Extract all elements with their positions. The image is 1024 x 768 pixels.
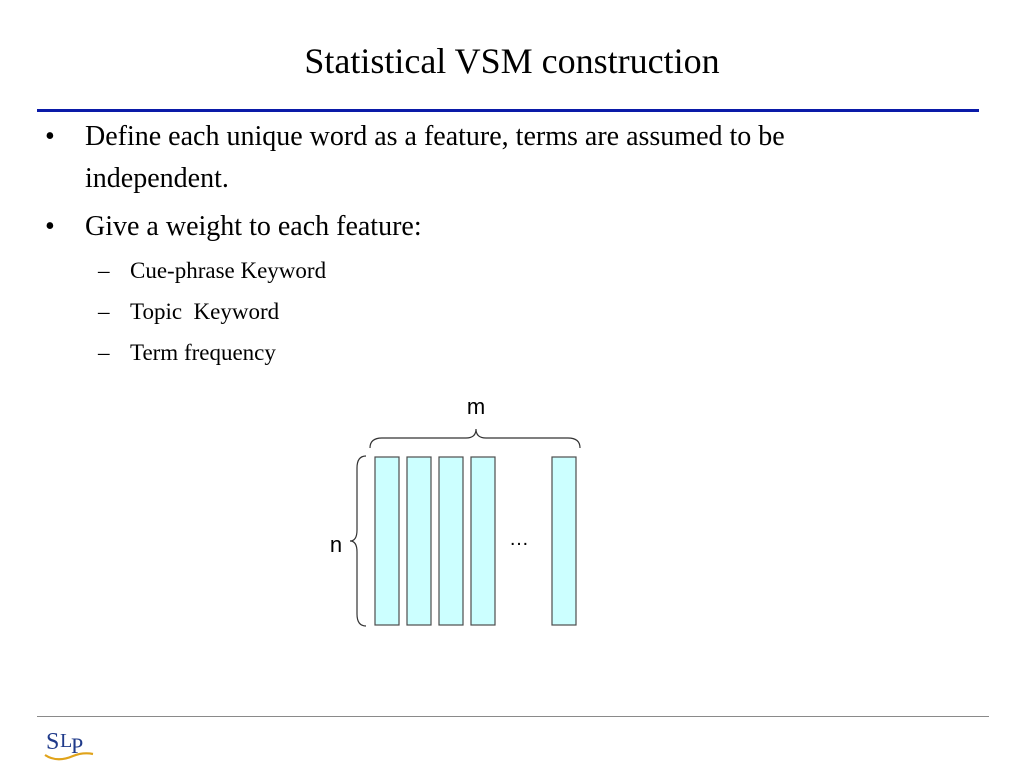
bullet-marker: • — [45, 121, 55, 152]
matrix-column — [375, 457, 399, 625]
matrix-column — [439, 457, 463, 625]
slide-title: Statistical VSM construction — [304, 41, 720, 81]
bullet-marker: • — [45, 211, 55, 242]
matrix-columns — [375, 457, 576, 625]
sub-bullet-marker: – — [98, 340, 110, 365]
top-curly-brace — [370, 429, 580, 448]
bullet-text-line: independent. — [85, 163, 229, 194]
footer-divider — [37, 716, 989, 717]
side-label-n: n — [329, 532, 343, 557]
bullet-text-line: Give a weight to each feature: — [85, 211, 422, 242]
slp-logo-icon — [43, 723, 95, 763]
bullet-text-line: Define each unique word as a feature, terms are assumed to be — [85, 121, 785, 152]
sub-bullet-text: Topic Keyword — [130, 299, 280, 324]
sub-bullet-text: Cue-phrase Keyword — [130, 258, 327, 283]
matrix-column — [552, 457, 576, 625]
logo-letter-l: L — [60, 730, 73, 752]
matrix-column — [471, 457, 495, 625]
sub-bullet-text: Term frequency — [130, 340, 276, 365]
columns-ellipsis: … — [509, 528, 529, 550]
top-label-m: m — [466, 394, 486, 419]
logo-letter-s: S — [46, 729, 60, 755]
logo-letter-p: P — [71, 733, 84, 758]
matrix-column — [407, 457, 431, 625]
sub-bullet-marker: – — [98, 299, 110, 324]
left-curly-brace — [350, 456, 366, 626]
sub-bullet-marker: – — [98, 258, 110, 283]
